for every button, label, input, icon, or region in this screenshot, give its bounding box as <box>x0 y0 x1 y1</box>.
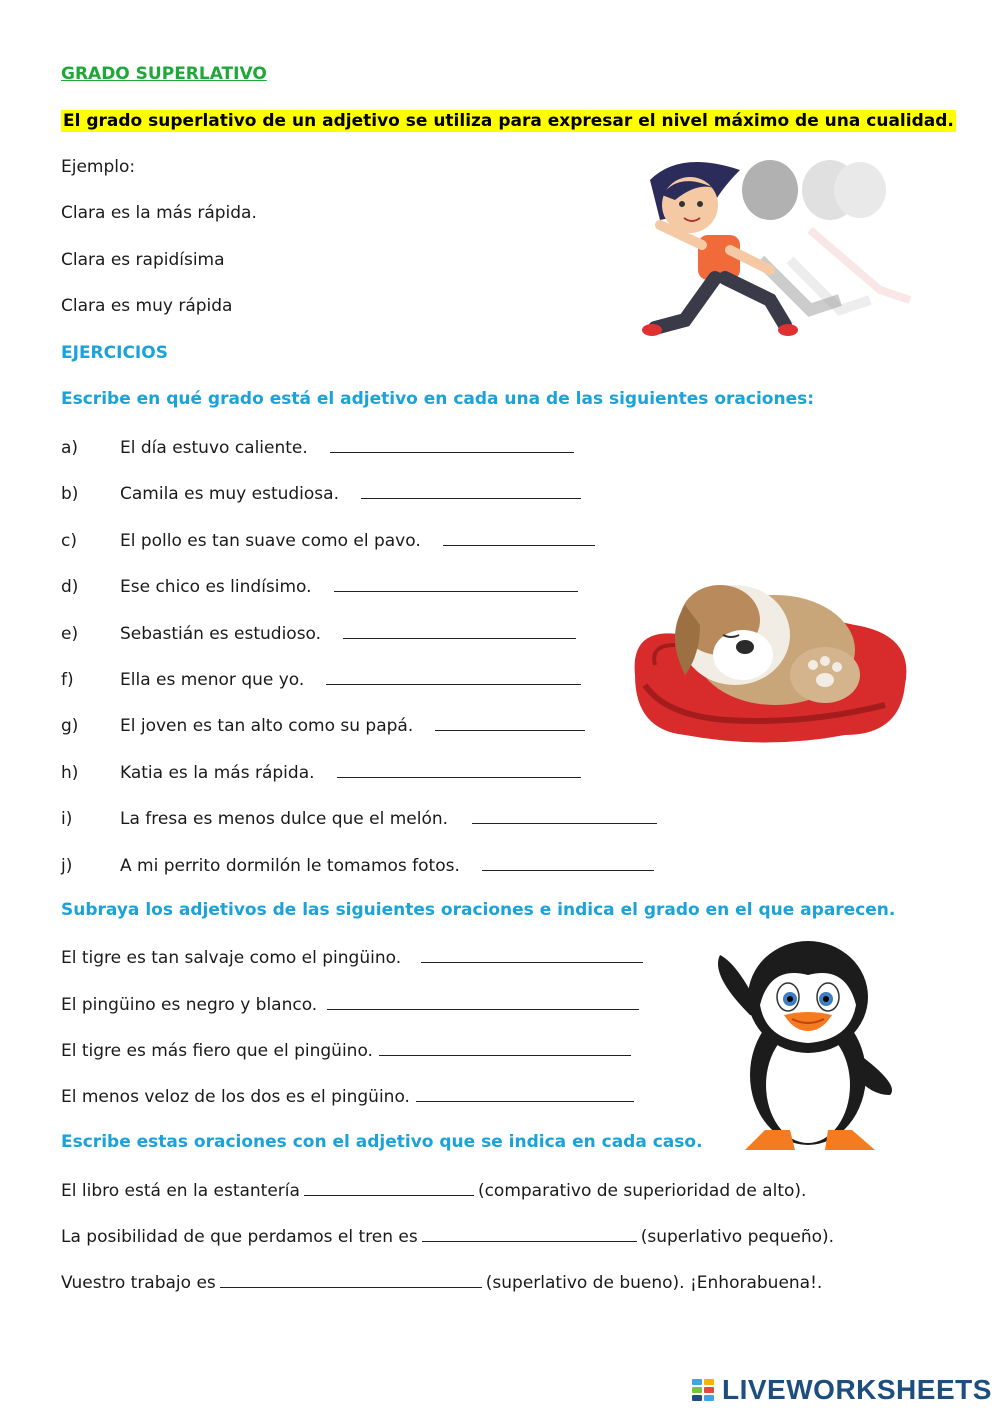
logo-mark-icon <box>692 1377 718 1403</box>
answer-blank[interactable] <box>443 527 595 546</box>
answer-blank[interactable] <box>330 434 574 453</box>
running-girl-illustration <box>620 150 920 345</box>
example-item: Clara es muy rápida <box>61 296 233 316</box>
underline-item-text: El tigre es más fiero que el pingüino. <box>61 1041 373 1061</box>
exercise-item <box>61 712 585 738</box>
item-letter: b) <box>61 484 79 504</box>
underline-item-text: El menos veloz de los dos es el pingüino. <box>61 1087 410 1107</box>
answer-blank[interactable] <box>379 1037 631 1056</box>
answer-blank[interactable] <box>337 759 581 778</box>
exercise-item <box>61 573 578 599</box>
item-text: A mi perrito dormilón le tomamos fotos. <box>120 856 460 876</box>
exercises-heading: EJERCICIOS <box>61 343 168 363</box>
answer-blank[interactable] <box>422 1223 637 1242</box>
exercise-item <box>61 852 654 878</box>
definition <box>61 109 956 133</box>
underline-item <box>61 991 639 1017</box>
answer-blank[interactable] <box>327 991 639 1010</box>
item-letter: g) <box>61 716 79 736</box>
item-text: Sebastián es estudioso. <box>120 624 322 644</box>
example-label: Ejemplo: <box>61 157 136 177</box>
item-letter: d) <box>61 577 79 597</box>
definition-text: El grado superlativo de un adjetivo se utiliza para expresar el nivel máximo de una cualidad. <box>63 111 954 131</box>
write-item-before: El libro está en la estantería <box>61 1181 300 1201</box>
example-item: Clara es la más rápida. <box>61 203 257 223</box>
answer-blank[interactable] <box>334 573 578 592</box>
write-item-before: Vuestro trabajo es <box>61 1273 216 1293</box>
answer-blank[interactable] <box>304 1177 474 1196</box>
exercise-item <box>61 666 581 692</box>
underline-item <box>61 944 643 970</box>
item-letter: e) <box>61 624 79 644</box>
answer-blank[interactable] <box>361 480 581 499</box>
item-letter: i) <box>61 809 73 829</box>
write-item-before: La posibilidad de que perdamos el tren es <box>61 1227 418 1247</box>
liveworksheets-logo[interactable] <box>692 1374 992 1406</box>
item-text: El pollo es tan suave como el pavo. <box>120 531 421 551</box>
write-item-after: (superlativo de bueno). ¡Enhorabuena!. <box>485 1273 823 1293</box>
item-text: El día estuvo caliente. <box>120 438 308 458</box>
underline-item-text: El tigre es tan salvaje como el pingüino. <box>61 948 402 968</box>
exercise-item <box>61 759 581 785</box>
item-text: El joven es tan alto como su papá. <box>120 716 414 736</box>
underline-item <box>61 1037 631 1063</box>
item-text: Camila es muy estudiosa. <box>120 484 339 504</box>
item-letter: a) <box>61 438 79 458</box>
answer-blank[interactable] <box>220 1269 482 1288</box>
item-text: La fresa es menos dulce que el melón. <box>120 809 449 829</box>
underline-item <box>61 1083 634 1109</box>
exercise-item <box>61 620 576 646</box>
answer-blank[interactable] <box>416 1083 634 1102</box>
answer-blank[interactable] <box>326 666 581 685</box>
write-item <box>61 1177 806 1203</box>
item-letter: c) <box>61 531 77 551</box>
sleeping-puppy-illustration <box>625 565 915 755</box>
example-item: Clara es rapidísima <box>61 250 225 270</box>
answer-blank[interactable] <box>482 852 654 871</box>
logo-text: LIVEWORKSHEETS <box>722 1374 992 1405</box>
instruction-2: Subraya los adjetivos de las siguientes oraciones e indica el grado en el que aparecen. <box>61 900 896 920</box>
exercise-item <box>61 434 574 460</box>
item-letter: j) <box>61 856 73 876</box>
instruction-3: Escribe estas oraciones con el adjetivo que se indica en cada caso. <box>61 1132 703 1152</box>
item-text: Katia es la más rápida. <box>120 763 315 783</box>
answer-blank[interactable] <box>435 712 585 731</box>
write-item-after: (comparativo de superioridad de alto). <box>477 1181 807 1201</box>
write-item <box>61 1223 834 1249</box>
answer-blank[interactable] <box>343 620 576 639</box>
answer-blank[interactable] <box>472 805 657 824</box>
write-item-after: (superlativo pequeño). <box>640 1227 835 1247</box>
item-text: Ella es menor que yo. <box>120 670 305 690</box>
exercise-item <box>61 527 595 553</box>
underline-item-text: El pingüino es negro y blanco. <box>61 995 318 1015</box>
item-letter: f) <box>61 670 74 690</box>
exercise-item <box>61 480 581 506</box>
item-text: Ese chico es lindísimo. <box>120 577 312 597</box>
page-title: GRADO SUPERLATIVO <box>61 64 267 84</box>
answer-blank[interactable] <box>421 944 643 963</box>
instruction-1: Escribe en qué grado está el adjetivo en cada una de las siguientes oraciones: <box>61 389 815 409</box>
item-letter: h) <box>61 763 79 783</box>
penguin-illustration <box>710 935 900 1157</box>
write-item <box>61 1269 822 1295</box>
exercise-item <box>61 805 657 831</box>
